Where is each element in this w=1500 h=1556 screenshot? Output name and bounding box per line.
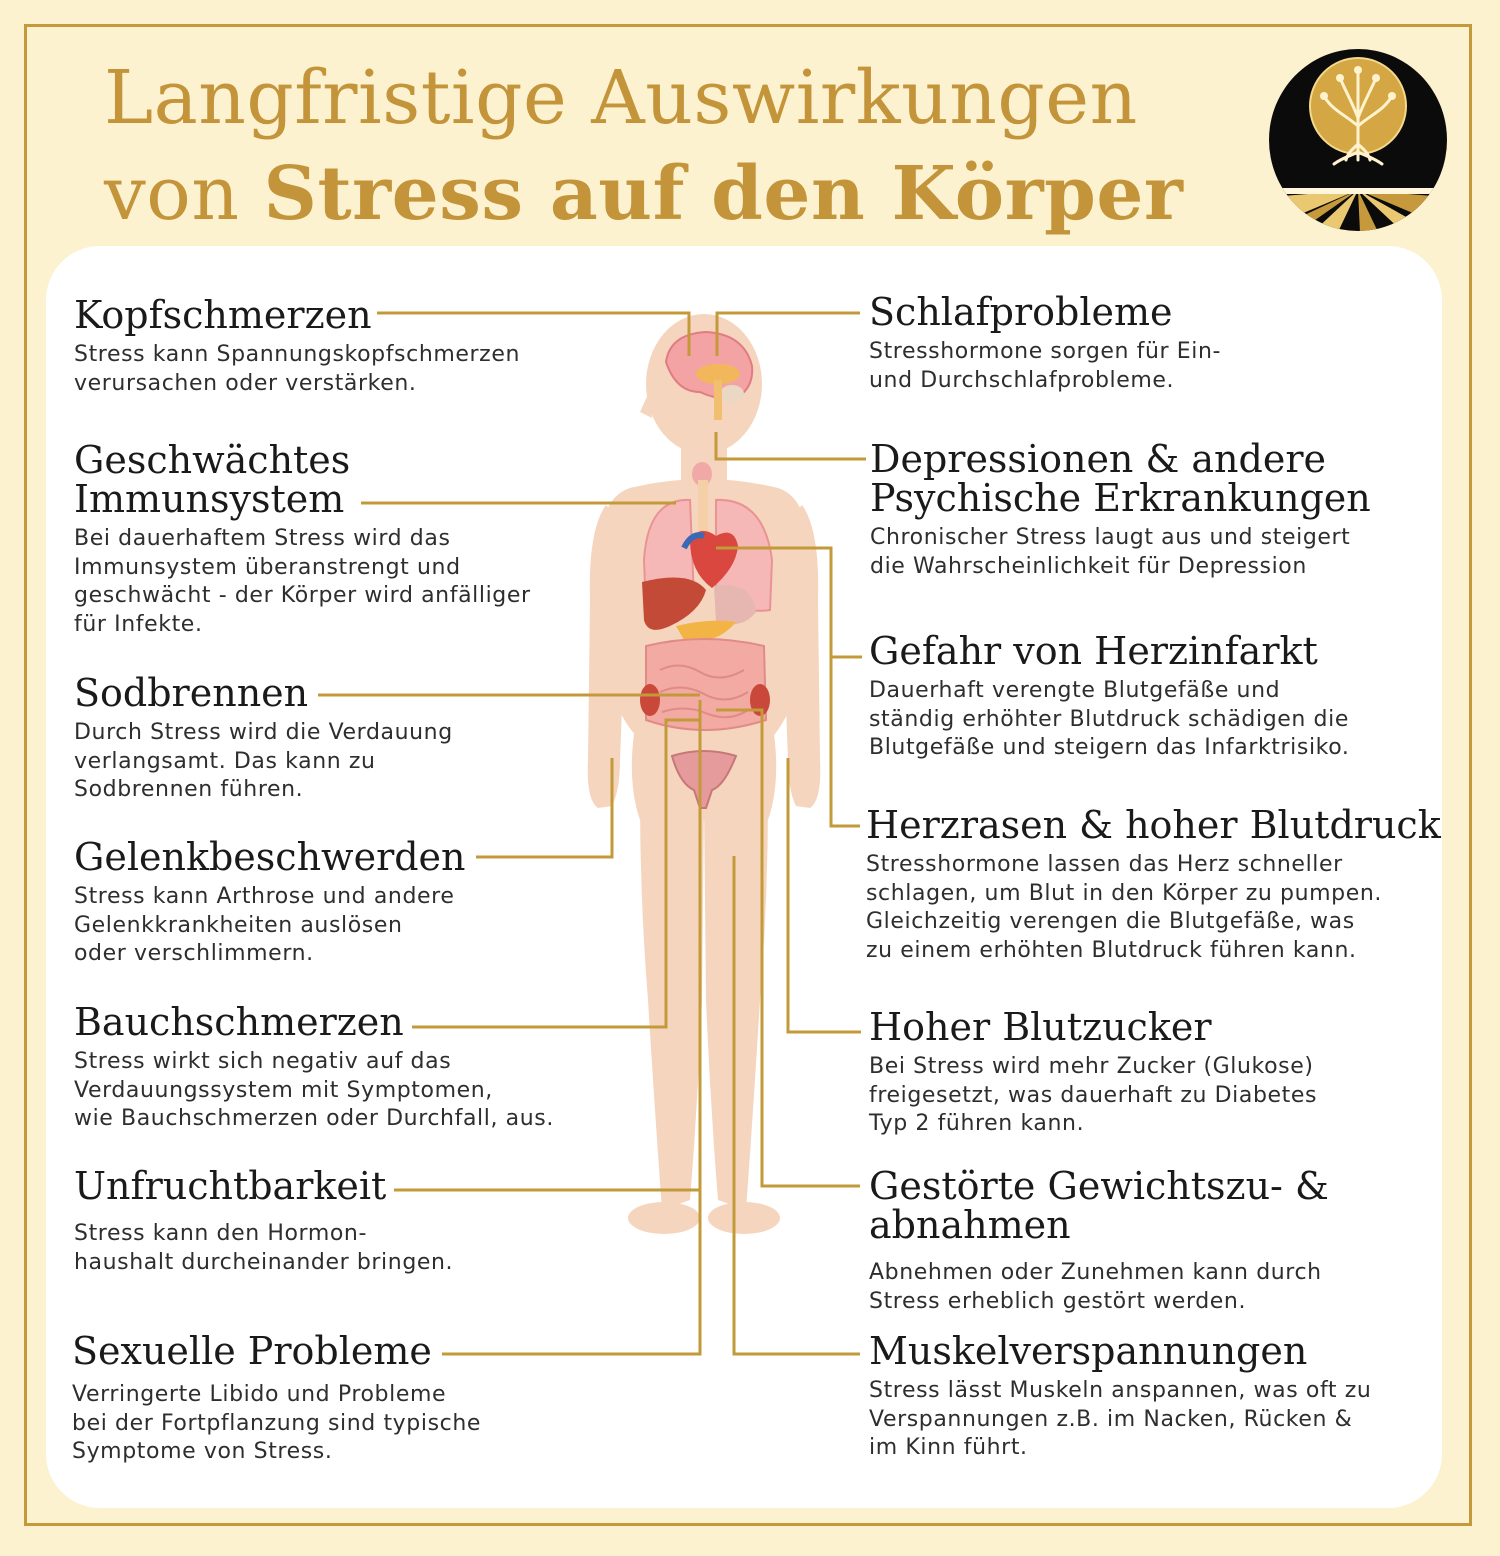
text-line: Durch Stress wird die Verdauung [74, 720, 453, 745]
effect-title [74, 438, 634, 521]
effect-description [74, 525, 634, 639]
effect-description [869, 677, 1449, 763]
tree-of-life-icon [1268, 48, 1448, 232]
text-line: und Durchschlafprobleme. [869, 367, 1175, 393]
title-line: Schlafprobleme [869, 290, 1173, 334]
effect-herzinfarkt [869, 629, 1449, 763]
title-line: Psychische Erkrankungen [870, 476, 1371, 520]
text-line: die Wahrscheinlichkeit für Depression [870, 553, 1307, 579]
title-line: Kopfschmerzen [74, 293, 372, 337]
effect-title [866, 803, 1456, 847]
effect-description [869, 1053, 1449, 1139]
text-line: Immunsystem überanstrengt und [74, 554, 461, 580]
effect-blutzucker [869, 1005, 1449, 1139]
effect-gewicht [869, 1164, 1449, 1316]
effect-gelenkbeschwerden [74, 835, 634, 969]
effect-description [74, 719, 634, 805]
text-line: Typ 2 führen kann. [869, 1111, 1085, 1136]
effect-description [869, 1259, 1449, 1316]
text-line: Stresshormone lassen das Herz schneller [866, 852, 1343, 877]
title-line: Unfruchtbarkeit [74, 1164, 387, 1208]
text-line: Stress erheblich gestört werden. [869, 1288, 1247, 1314]
text-line: freigesetzt, was dauerhaft zu Diabetes [869, 1082, 1318, 1108]
title-line: Herzrasen & hoher Blutdruck [866, 803, 1441, 847]
text-line: für Infekte. [74, 611, 203, 637]
effect-depressionen [870, 437, 1450, 581]
effect-description [866, 851, 1456, 965]
title-line: Geschwächtes [74, 438, 351, 482]
effect-immunsystem [74, 438, 634, 639]
title-line: Sexuelle Probleme [72, 1329, 432, 1373]
text-line: Blutgefäße und steigern das Infarktrisiko. [869, 735, 1350, 760]
title-line: Gestörte Gewichtszu- & [869, 1164, 1329, 1208]
effect-schlafprobleme [869, 290, 1449, 395]
text-line: Stress wirkt sich negativ auf das [74, 1049, 452, 1074]
title-line-2-prefix: von [104, 151, 264, 237]
effect-title [869, 1329, 1449, 1373]
text-line: wie Bauchschmerzen oder Durchfall, aus. [74, 1106, 554, 1131]
effect-description [74, 341, 634, 398]
title-line: Sodbrennen [74, 671, 309, 715]
effect-title [869, 1164, 1449, 1247]
text-line: Abnehmen oder Zunehmen kann durch [869, 1260, 1322, 1285]
title-line: Gefahr von Herzinfarkt [869, 629, 1318, 673]
text-line: Verringerte Libido und Probleme [72, 1382, 447, 1407]
text-line: Stress lässt Muskeln anspannen, was oft zu [869, 1378, 1372, 1403]
text-line: zu einem erhöhten Blutdruck führen kann. [866, 937, 1357, 963]
title-line: Immunsystem [74, 477, 345, 521]
effect-muskelverspannungen [869, 1329, 1449, 1463]
effect-sexuelle-probleme [72, 1329, 632, 1467]
effect-title [869, 629, 1449, 673]
text-line: Dauerhaft verengte Blutgefäße und [869, 678, 1281, 703]
text-line: bei der Fortpflanzung sind typische [72, 1410, 482, 1436]
effect-title [72, 1329, 632, 1373]
title-line-1: Langfristige Auswirkungen [104, 55, 1138, 141]
effect-sodbrennen [74, 671, 634, 805]
effect-bauchschmerzen [74, 1000, 634, 1134]
effect-title [74, 1164, 634, 1208]
text-line: verlangsamt. Das kann zu [74, 748, 376, 774]
effect-title [74, 293, 634, 337]
effect-description [74, 883, 634, 969]
text-line: Stresshormone sorgen für Ein- [869, 339, 1222, 364]
text-line: Stress kann Spannungskopfschmerzen [74, 342, 520, 367]
title-line-2-bold: Stress auf den Körper [263, 151, 1184, 237]
effect-description [74, 1048, 634, 1134]
text-line: Sodbrennen führen. [74, 777, 304, 802]
text-line: Stress kann den Hormon- [74, 1221, 367, 1246]
effect-kopfschmerzen [74, 293, 634, 398]
effect-description [869, 1377, 1449, 1463]
text-line: haushalt durcheinander bringen. [74, 1249, 454, 1275]
text-line: im Kinn führt. [869, 1435, 1028, 1460]
effect-title [870, 437, 1450, 520]
text-line: geschwächt - der Körper wird anfälliger [74, 583, 531, 608]
text-line: ständig erhöhter Blutdruck schädigen die [869, 706, 1349, 732]
text-line: Gleichzeitig verengen die Blutgefäße, was [866, 909, 1355, 934]
effect-unfruchtbarkeit [74, 1164, 634, 1277]
title-line: Bauchschmerzen [74, 1000, 404, 1044]
title-line: Depressionen & andere [870, 437, 1326, 481]
text-line: Bei dauerhaftem Stress wird das [74, 526, 451, 551]
effect-title [869, 1005, 1449, 1049]
effect-description [74, 1220, 634, 1277]
text-line: Verdauungssystem mit Symptomen, [74, 1077, 493, 1103]
text-line: Gelenkkrankheiten auslösen [74, 912, 403, 938]
title-line: Muskelverspannungen [869, 1329, 1308, 1373]
effect-description [870, 524, 1450, 581]
effect-title [74, 835, 634, 879]
text-line: oder verschlimmern. [74, 941, 314, 966]
effect-description [869, 338, 1449, 395]
page-title [104, 50, 1183, 242]
text-line: Verspannungen z.B. im Nacken, Rücken & [869, 1406, 1353, 1432]
effect-title [869, 290, 1449, 334]
effect-description [72, 1381, 632, 1467]
text-line: Chronischer Stress laugt aus und steigert [870, 525, 1351, 550]
text-line: Bei Stress wird mehr Zucker (Glukose) [869, 1054, 1314, 1079]
title-line: Gelenkbeschwerden [74, 835, 466, 879]
text-line: schlagen, um Blut in den Körper zu pumpen. [866, 880, 1382, 906]
effect-herzrasen [866, 803, 1456, 965]
title-line: Hoher Blutzucker [869, 1005, 1212, 1049]
title-line: abnahmen [869, 1203, 1071, 1247]
effect-title [74, 1000, 634, 1044]
text-line: Symptome von Stress. [72, 1439, 333, 1464]
effect-title [74, 671, 634, 715]
text-line: verursachen oder verstärken. [74, 370, 417, 396]
text-line: Stress kann Arthrose und andere [74, 884, 455, 909]
